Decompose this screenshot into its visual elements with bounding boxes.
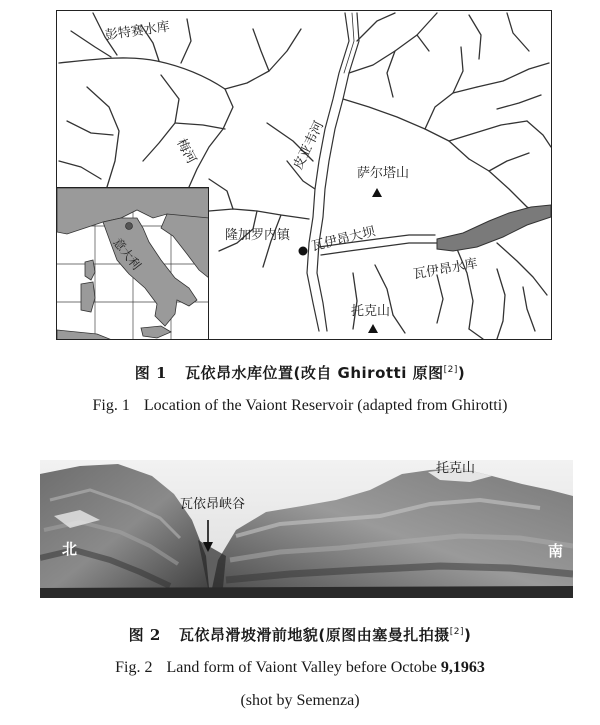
figure2-caption-en <box>0 659 600 677</box>
figure1-label-en: Fig. 1 <box>92 397 130 414</box>
toc-mountain-marker <box>368 324 378 333</box>
figure2-caption-credit: (shot by Semenza) <box>240 692 360 709</box>
longarone-marker <box>299 247 308 256</box>
figure2-reference: [2] <box>449 627 464 637</box>
figure1-caption-cn-close: ) <box>457 364 466 382</box>
figure2-caption-en-text: Land form of Vaiont Valley before Octobe <box>166 659 437 676</box>
toc-peak-label: 萨尔塔山 <box>357 166 410 181</box>
figure2-label-en: Fig. 2 <box>115 659 153 676</box>
toc-peak-marker <box>372 188 382 197</box>
north-label: 北 <box>62 540 78 558</box>
italy-inset-map <box>57 187 209 340</box>
figure1-caption-en-text: Location of the Vaiont Reservoir (adapted from Ghirotti) <box>143 397 508 414</box>
figure2-caption-cn-close: ) <box>463 626 472 644</box>
figure2-caption-date: 9,1963 <box>440 659 485 676</box>
figure1-reference: [2] <box>443 365 458 375</box>
figure1-caption-cn <box>0 362 600 383</box>
pente-reservoir-label: 彭特赛水库 <box>104 19 171 44</box>
valley-photo-illustration <box>40 460 573 598</box>
figure1-map <box>56 10 552 340</box>
piave-river-label: 皮亚韦河 <box>290 118 328 173</box>
toc-mountain-label: 托克山 <box>351 304 391 319</box>
figure2-caption-cn-text: 瓦依昂滑坡滑前地貌(原图由塞曼扎拍摄 <box>178 626 450 644</box>
figure2-number-cn: 图 2 <box>128 626 161 644</box>
figure1-number-cn: 图 1 <box>134 364 167 382</box>
longarone-label: 隆加罗内镇 <box>225 228 291 243</box>
south-label: 南 <box>548 542 564 560</box>
figure2-photo <box>40 460 573 598</box>
figure1-caption-en <box>0 397 600 415</box>
mae-river-label: 梅河 <box>173 136 199 167</box>
vaiont-reservoir-label: 瓦伊昂水库 <box>412 256 479 283</box>
italy-label: 意大利 <box>110 235 144 273</box>
vaiont-location-marker <box>126 223 133 230</box>
toc-mountain-photo-label: 托克山 <box>436 461 476 476</box>
vaiont-dam-label: 瓦伊昂大坝 <box>310 224 377 255</box>
figure1-caption-cn-text: 瓦依昂水库位置(改自 Ghirotti 原图 <box>184 364 444 382</box>
gorge-label: 瓦依昂峡谷 <box>180 497 246 512</box>
figure2-caption-cn <box>0 624 600 645</box>
